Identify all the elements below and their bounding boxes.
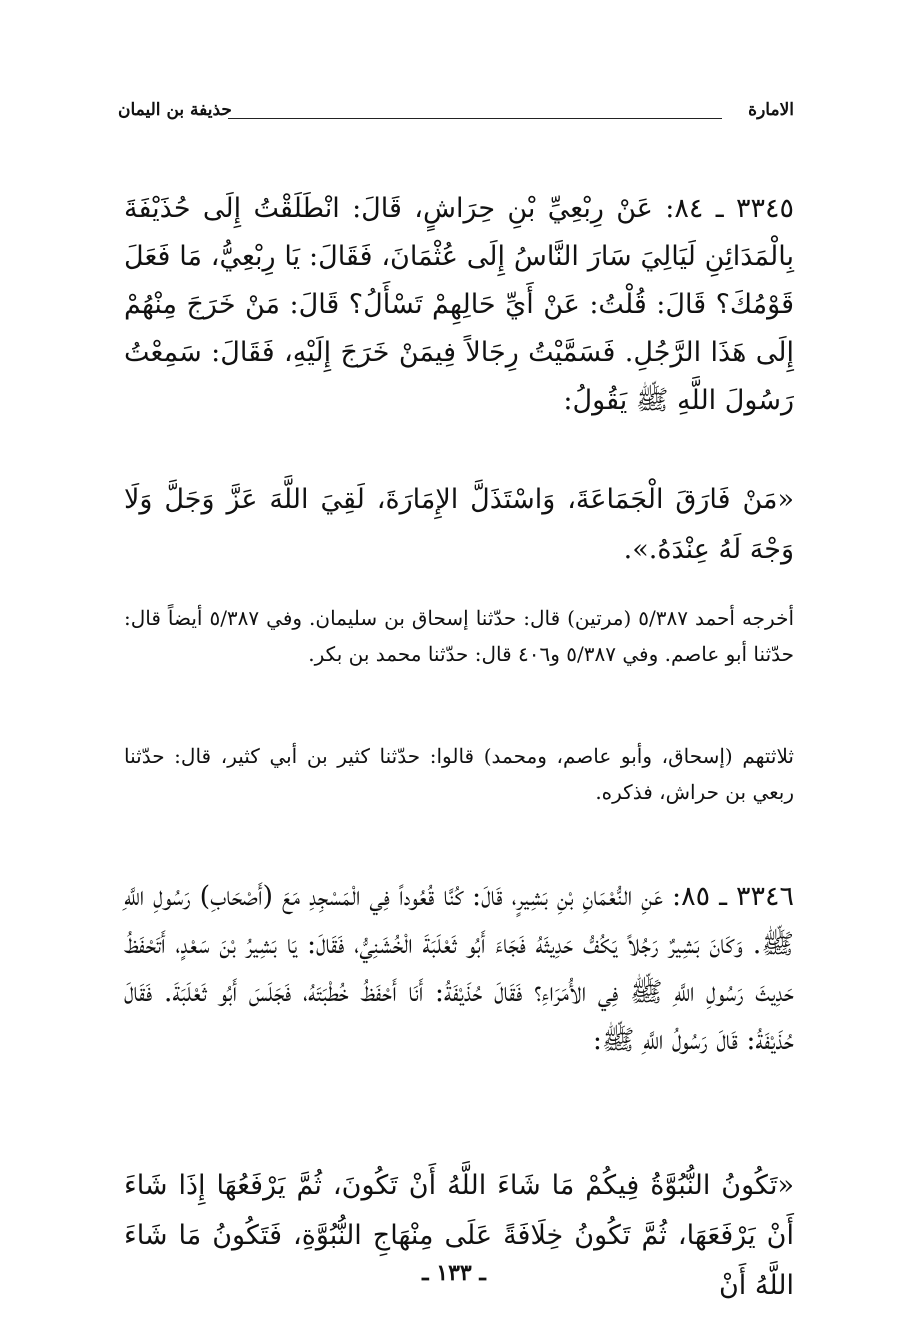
hadith-3345-matn: «مَنْ فَارَقَ الْجَمَاعَةَ، وَاسْتَذَلَّ الإِمَارَةَ، لَقِيَ اللَّهَ عَزَّ وَجَلَّ وَلَا وَجْهَ لَهُ عِنْدَهُ.». bbox=[124, 484, 794, 565]
hadith-3345-takhrij-1: أخرجه أحمد ٥/٣٨٧ (مرتين) قال: حدّثنا إسحاق بن سليمان. وفي ٥/٣٨٧ أيضاً قال: حدّثنا أبو عاصم. وفي ٥/٣٨٧ و٤٠٦ قال: حدّثنا محمد بن بكر. bbox=[124, 606, 794, 666]
running-header bbox=[118, 98, 794, 128]
header-rule bbox=[228, 118, 722, 119]
hadith-3346-matn: «تَكُونُ النُّبُوَّةُ فِيكُمْ مَا شَاءَ اللَّهُ أَنْ تَكُونَ، ثُمَّ يَرْفَعُهَا إِذَا شَاءَ أَنْ يَرْفَعَهَا، ثُمَّ تَكُونُ خِلَافَةً عَلَى مِنْهَاجِ النُّبُوَّةِ، فَتَكُونُ مَا شَاءَ اللَّهُ أَنْ bbox=[124, 1170, 794, 1301]
hadith-3346-text: ٣٣٤٦ ـ ٨٥: عَنِ النُّعْمَانِ بْنِ بَشِيرٍ، قَالَ: كُنَّا قُعُوداً فِي الْمَسْجِدِ مَعَ (أَصْحَابِ) رَسُولِ اللَّهِ ﷺ. وَكَانَ بَشِيرٌ رَجُلاً يَكُفُّ حَدِيثَهُ فَجَاءَ أَبُو ثَعْلَبَةَ الْخُشَنِيُّ، فَقَالَ: يَا بَشِيرُ بْنَ سَعْدٍ، أَتَحْفَظُ حَدِيثَ رَسُولِ اللَّهِ ﷺ فِي الأُمَرَاءِ؟ فَقَالَ حُذَيْفَةُ: أَنَا أَحْفَظُ خُطْبَتَهُ، فَجَلَسَ أَبُو ثَعْلَبَةَ. فَقَالَ حُذَيْفَةُ: قَالَ رَسُولُ اللَّهِ ﷺ: bbox=[124, 881, 795, 1056]
hadith-3345-takhrij-2: ثلاثتهم (إسحاق، وأبو عاصم، ومحمد) قالوا: حدّثنا كثير بن أبي كثير، قال: حدّثنا ربعي بن حراش، فذكره. bbox=[124, 744, 794, 804]
header-chapter-title: حذيفة بن اليمان bbox=[118, 100, 232, 120]
page-number: ـ ١٣٣ ـ bbox=[422, 1260, 486, 1286]
hadith-3345-text: ٣٣٤٥ ـ ٨٤: عَنْ رِبْعِيِّ بْنِ حِرَاشٍ، قَالَ: انْطَلَقْتُ إِلَى حُذَيْفَةَ بِالْمَدَائِنِ لَيَالِيَ سَارَ النَّاسُ إِلَى عُثْمَانَ، فَقَالَ: يَا رِبْعِيُّ، مَا فَعَلَ قَوْمُكَ؟ قَالَ: قُلْتُ: عَنْ أَيِّ حَالِهِمْ تَسْأَلُ؟ قَالَ: مَنْ خَرَجَ مِنْهُمْ إِلَى هَذَا الرَّجُلِ. فَسَمَّيْتُ رِجَالاً فِيمَنْ خَرَجَ إِلَيْهِ، فَقَالَ: سَمِعْتُ رَسُولَ اللَّهِ ﷺ يَقُولُ: bbox=[124, 193, 795, 416]
header-section-title: الامارة bbox=[748, 100, 794, 120]
